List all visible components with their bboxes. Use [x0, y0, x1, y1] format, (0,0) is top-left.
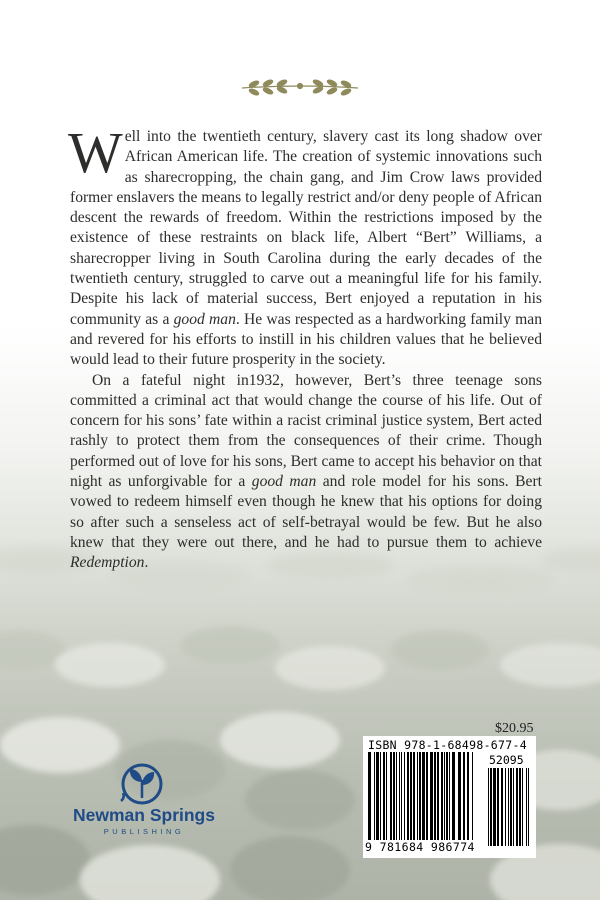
- barcode-bar: [458, 752, 461, 840]
- barcode-bar: [452, 752, 455, 840]
- barcode-bar: [449, 752, 450, 840]
- barcode-bar: [390, 752, 392, 840]
- barcode-bars: [367, 752, 475, 840]
- barcode-bar: [380, 752, 381, 840]
- barcode-bar: [510, 768, 512, 846]
- barcode-bar: [399, 752, 400, 840]
- laurel-ornament-icon: [236, 74, 364, 100]
- ean-digits: 9 781684 986774: [365, 840, 475, 854]
- barcode-bar: [522, 768, 523, 846]
- barcode-bar: [417, 752, 418, 840]
- barcode-bar: [526, 768, 527, 846]
- barcode-bar: [528, 768, 529, 846]
- barcode-bar: [493, 768, 496, 846]
- barcode-bar: [519, 768, 521, 846]
- barcode-bar: [368, 752, 371, 840]
- barcode-bar: [446, 752, 448, 840]
- barcode-bar: [490, 768, 492, 846]
- barcode-bar: [426, 752, 428, 840]
- barcode-bar: [501, 768, 503, 846]
- barcode-bar: [516, 768, 518, 846]
- synopsis-paragraph-2: On a fateful night in1932, however, Bert’s three teenage sons committed a criminal act that would change the course of his life. Out of concern for his sons’ fate within a racist criminal justice system, Bert acted rashly to protect them from the consequences of their crime. Though performed out of love for his sons, Bert came to accept his behavior on that night as unforgivable for a good man and role model for his sons. Bert vowed to redeem himself even though he knew that his options for doing so after such a senseless act of self-betrayal would be few. But he also knew that they were out there, and he had to pursue them to achieve Redemption.: [70, 371, 542, 572]
- barcode-bar: [441, 752, 443, 840]
- drop-cap: W: [68, 120, 123, 185]
- isbn-barcode: [363, 736, 536, 858]
- isbn-label: ISBN 978-1-68498-677-4: [368, 738, 527, 752]
- price-code: 52095: [489, 753, 524, 767]
- synopsis-text: [68, 120, 542, 574]
- barcode-bar: [413, 752, 415, 840]
- barcode-bar: [497, 768, 499, 846]
- barcode-bar: [505, 768, 506, 846]
- barcode-bar: [376, 752, 379, 840]
- barcode-bar: [422, 752, 425, 840]
- barcode-bar: [401, 752, 402, 840]
- barcode-bar: [410, 752, 412, 840]
- barcode-bar: [508, 768, 509, 846]
- barcode-bar: [434, 752, 436, 840]
- barcode-bar: [393, 752, 395, 840]
- barcode-bar: [386, 752, 387, 840]
- barcode-bar: [407, 752, 409, 840]
- barcode-bar: [419, 752, 421, 840]
- barcode-addon-bars: [487, 768, 532, 846]
- barcode-bar: [374, 752, 375, 840]
- barcode-bar: [444, 752, 445, 840]
- barcode-bar: [404, 752, 405, 840]
- barcode-bar: [430, 752, 433, 840]
- barcode-bar: [396, 752, 397, 840]
- barcode-bar: [463, 752, 465, 840]
- barcode-bar: [467, 752, 469, 840]
- synopsis-paragraph-1: Well into the twentieth century, slavery cast its long shadow over African American life. The creation of systemic innovations such as sharecropping, the chain gang, and Jim Crow laws provided former enslavers the means to legally restrict and/or deny people of African descent the rewards of freedom. Within the restrictions imposed by the existence of these restraints on black life, Albert “Bert” Williams, a sharecropper living in South Carolina during the early decades of the twentieth century, struggled to carve out a meaningful life for his family. Despite his lack of material success, Bert enjoyed a reputation in his community as a good man. He was respected as a hardworking family man and revered for his efforts to instill in his children values that he believed would lead to their future prosperity in the society.: [68, 120, 542, 369]
- barcode-bar: [513, 768, 514, 846]
- publisher-name: Newman Springs: [73, 805, 215, 825]
- publisher-subtitle: PUBLISHING: [103, 827, 185, 836]
- barcode-bar: [488, 768, 489, 846]
- barcode-bar: [437, 752, 439, 840]
- barcode-bar: [383, 752, 385, 840]
- barcode-bar: [472, 752, 473, 840]
- price-label: $20.95: [495, 721, 534, 736]
